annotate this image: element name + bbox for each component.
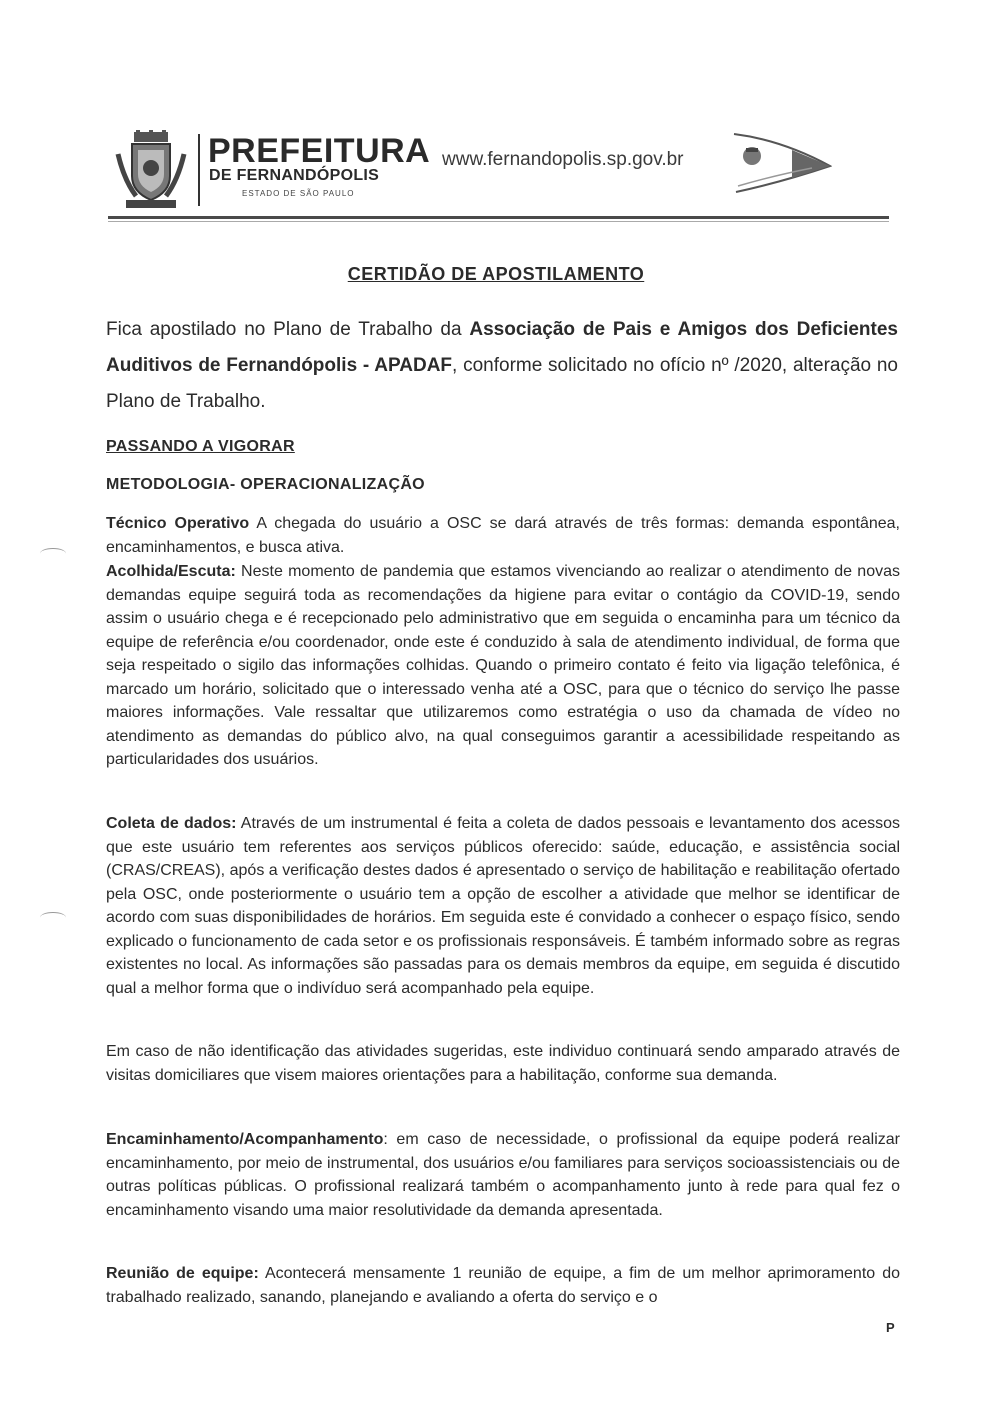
intro-paragraph: Fica apostilado no Plano de Trabalho da Associação de Pais e Amigos dos Deficientes Auditivos de Fernandópolis - APADAF, conforme solicitado no ofício nº /2020, alteração no Plano de Trabalho. [106,319,899,412]
header-rule-thin [108,221,889,222]
paragraph-coleta-de-dados: Coleta de dados: Através de um instrumental é feita a coleta de dados pessoais e levantamento dos acessos que este usuário tem referentes aos serviços públicos oferecido: saúde, educação, e assistência social (CRAS/CREAS), após a verificação destes dados é apresentado o serviço de habilitação e reabilitação ofertado pela OSC, onde posteriormente o usuário tem a opção de escolher a atividade que melhor se identificar de acordo com suas disponibilidades de horários. Em seguida este é convidado a conhecer o espaço físico, sendo explicado o funcionamento de cada setor e os profissionais responsáveis. É também informado sobre as regras existentes no local. As informações são passadas para os demais membros da equipe, em seguida é discutido qual a melhor forma que o indivíduo será acompanhado pela equipe. [106,815,901,997]
paragraph-acolhida-escuta: Acolhida/Escuta: Neste momento de pandemia que estamos vivenciando ao realizar o atendimento de novas demandas equipe seguirá toda as recomendações da higiene para evitar o contágio da COVID-19, sendo assim o usuário chega e é recepcionado pelo administrativo que em seguida o encaminha para um técnico da equipe de referência e/ou coordenador, onde este é conduzido à sala de atendimento individual, de forma que seja respeitado o sigilo das informações colhidas. Quando o primeiro contato é feito via ligação telefônica, é marcado um horário, solicitado que o interessado venha até a OSC, para que o técnico do serviço lhe passe maiores informações. Vale ressaltar que utilizaremos como estratégia o uso da chamada de vídeo no atendimento as demandas do público alvo, na qual conseguimos garantir a acessibilidade respeitando as particularidades dos usuários. [106,563,900,768]
brand-state: ESTADO DE SÃO PAULO [242,189,355,198]
paragraph-nao-identificacao: Em caso de não identificação das atividades sugeridas, este individuo continuará sendo amparado através de visitas domiciliares que visem maiores orientações para a habilitação, conforme sua demanda. [106,1043,900,1084]
paragraph-encaminhamento: Encaminhamento/Acompanhamento: em caso de necessidade, o profissional da equipe poderá realizar encaminhamento, por meio de instrumental, dos usuários e/ou familiares para serviços socioassistenciais ou de outras políticas públicas. O profissional realizará também o acompanhamento junto à rede para qual fez o encaminhamento visando uma maior resolutividade da demanda apresentada. [106,1131,900,1219]
paragraph-reuniao-de-equipe: Reunião de equipe: Acontecerá mensamente 1 reunião de equipe, a fim de um melhor aprimoramento do trabalhado realizado, sanando, planejando e avaliando a oferta do serviço e o [106,1265,901,1306]
paragraph-tecnico-operativo: Técnico Operativo A chegada do usuário a OSC se dará através de três formas: demanda espontânea, encaminhamentos, e busca ativa. [106,515,901,556]
municipal-crest-icon [114,130,188,212]
letterhead [112,122,892,222]
header-rule [108,216,889,219]
scan-hole-mark [40,912,66,923]
header-divider [198,134,200,206]
page-title: CERTIDÃO DE APOSTILAMENTO [347,264,645,284]
scan-hole-mark [40,548,66,559]
subsection-heading: METODOLOGIA- OPERACIONALIZAÇÃO [106,476,425,493]
brand-subtitle: DE FERNANDÓPOLIS [209,167,380,184]
page-marker: P [886,1320,895,1335]
arrow-logo-icon [732,126,832,196]
section-heading: PASSANDO A VIGORAR [106,438,295,455]
brand-title: PREFEITURA [208,132,431,170]
website-url: www.fernandopolis.sp.gov.br [442,149,684,170]
